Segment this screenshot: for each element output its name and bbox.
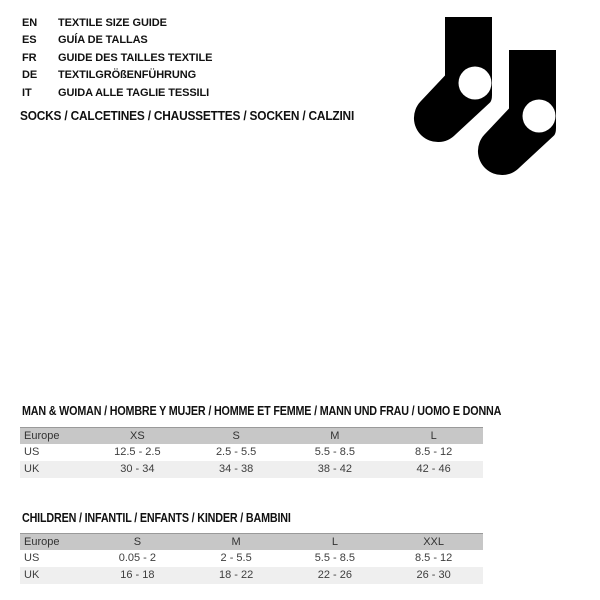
column-header-size: S — [133, 535, 142, 548]
size-cell: 26 - 30 — [416, 569, 451, 581]
size-cell: 38 - 42 — [317, 463, 352, 475]
column-header-size: M — [330, 429, 340, 442]
language-label: GUÍA DE TALLAS — [58, 34, 148, 47]
language-code: EN — [22, 16, 38, 29]
language-code: FR — [22, 51, 37, 64]
row-label: UK — [24, 463, 40, 475]
table-row-us — [20, 550, 483, 567]
language-label: GUIDA ALLE TAGLIE TESSILI — [58, 86, 210, 99]
size-cell: 22 - 26 — [317, 569, 352, 581]
table-row-uk — [20, 461, 483, 478]
size-cell: 5.5 - 8.5 — [314, 446, 356, 458]
column-header-size: L — [430, 429, 437, 442]
size-cell: 12.5 - 2.5 — [114, 446, 161, 458]
size-cell: 34 - 38 — [219, 463, 254, 475]
language-code: ES — [22, 34, 37, 47]
language-label: GUIDE DES TAILLES TEXTILE — [58, 51, 213, 64]
category-heading: SOCKS / CALCETINES / CHAUSSETTES / SOCKEN / CALZINI — [20, 109, 355, 123]
language-code: IT — [22, 86, 32, 99]
size-cell: 2.5 - 5.5 — [215, 446, 257, 458]
language-row-es — [22, 32, 212, 50]
row-label: US — [24, 446, 40, 458]
size-cell: 16 - 18 — [120, 569, 155, 581]
size-cell: 2 - 5.5 — [220, 552, 252, 564]
table-title-man-woman: MAN & WOMAN / HOMBRE Y MUJER / HOMME ET FEMME / MANN UND FRAU / UOMO E DONNA — [22, 404, 502, 418]
language-row-fr — [22, 49, 212, 67]
language-list — [22, 14, 212, 102]
language-row-en — [22, 14, 212, 32]
table-header-row — [20, 534, 483, 550]
socks-icon — [390, 0, 600, 200]
language-row-it — [22, 84, 212, 102]
size-cell: 30 - 34 — [120, 463, 155, 475]
column-header-size: M — [231, 535, 241, 548]
column-header-size: XS — [130, 429, 145, 442]
size-table-children — [20, 533, 483, 584]
column-header-region: Europe — [24, 429, 60, 442]
column-header-size: L — [331, 535, 338, 548]
row-label: UK — [24, 569, 40, 581]
language-label: TEXTILGRÖßENFÜHRUNG — [58, 69, 197, 82]
table-header-row — [20, 428, 483, 444]
size-cell: 18 - 22 — [219, 569, 254, 581]
size-cell: 8.5 - 12 — [414, 552, 453, 564]
row-label: US — [24, 552, 40, 564]
column-header-size: XXL — [423, 535, 445, 548]
column-header-region: Europe — [24, 535, 60, 548]
size-cell: 5.5 - 8.5 — [314, 552, 356, 564]
table-row-uk — [20, 567, 483, 584]
language-label: TEXTILE SIZE GUIDE — [58, 16, 167, 29]
column-header-size: S — [232, 429, 240, 442]
language-row-de — [22, 67, 212, 85]
size-cell: 8.5 - 12 — [414, 446, 453, 458]
table-title-children: CHILDREN / INFANTIL / ENFANTS / KINDER / BAMBINI — [22, 511, 291, 525]
size-table-man-woman — [20, 427, 483, 478]
table-row-us — [20, 444, 483, 461]
size-cell: 42 - 46 — [416, 463, 451, 475]
language-code: DE — [22, 69, 38, 82]
size-cell: 0.05 - 2 — [118, 552, 157, 564]
